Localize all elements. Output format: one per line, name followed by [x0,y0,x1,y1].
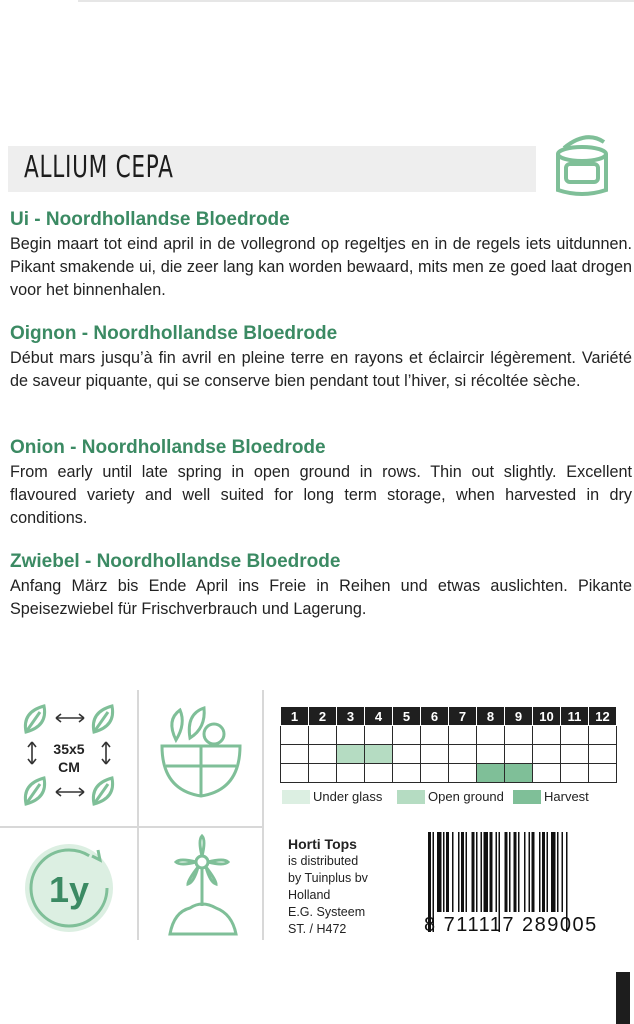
calendar-cell [533,745,561,764]
barcode-bar [446,832,449,912]
month-label: 1 [281,707,309,726]
calendar-cell [561,745,589,764]
legend-label-harvest: Harvest [544,789,589,804]
brand-name: Horti Tops [288,836,357,852]
barcode-bar [518,832,520,912]
barcode-bar [443,832,445,912]
can-icon [546,128,618,200]
distributor-line: by Tuinplus bv [288,871,368,885]
barcode-bar [452,832,454,912]
month-label: 12 [589,707,617,726]
calendar-cell [337,764,365,783]
barcode-bar [562,832,564,912]
calendar-cell [281,726,309,745]
month-label: 9 [505,707,533,726]
barcode-bar [476,832,478,912]
calendar-cell [309,726,337,745]
calendar-cell [505,726,533,745]
section-english [10,436,632,530]
section-french [10,322,632,393]
month-label: 10 [533,707,561,726]
legend-label-open-ground: Open ground [428,789,504,804]
calendar-cell [449,726,477,745]
calendar-row-open-ground [281,745,617,764]
legend-swatch-under-glass [282,790,310,804]
barcode-bar [481,832,483,912]
month-label: 7 [449,707,477,726]
barcode-bar [529,832,531,912]
section-text: Anfang März bis Ende April ins Freie in Reihen und etwas auslichten. Pikante Speisezwiebel für Frischverbrauch und Lagerung. [10,577,632,618]
month-label: 2 [309,707,337,726]
barcode-bar [466,832,468,912]
calendar-cell [505,745,533,764]
calendar-cell [561,726,589,745]
month-label: 3 [337,707,365,726]
section-text: Begin maart tot eind april in de vollegrond op regeltjes en in de regels iets uitdunnen. Pikant smakende ui, die zeer lang kan worden bewaard, mits men ze goed laat drogen voor het binnenhalen. [10,235,632,299]
section-title: Zwiebel - Noordhollandse Bloedrode [10,551,341,572]
month-label: 11 [561,707,589,726]
calendar-cell [477,726,505,745]
calendar-cell [337,726,365,745]
calendar-cell [533,726,561,745]
calendar-cell-harvest [477,764,505,783]
section-title: Ui - Noordhollandse Bloedrode [10,209,290,230]
calendar-cell-open-ground [365,745,393,764]
month-label: 6 [421,707,449,726]
calendar-row-under-glass [281,726,617,745]
calendar-cell [281,764,309,783]
calendar-cell [421,764,449,783]
calendar-cell [365,726,393,745]
barcode-bar [514,832,517,912]
calendar-cell [589,764,617,783]
barcode-bar [547,832,549,912]
species-title: ALLIUM CEPA [24,150,174,185]
lifecycle-icon [14,836,124,940]
calendar-cell [421,745,449,764]
calendar-cell [365,764,393,783]
calendar-cell [589,726,617,745]
barcode-bar [532,832,535,912]
month-label: 4 [365,707,393,726]
barcode-bar [524,832,526,912]
distributor-line: is distributed [288,854,359,868]
month-label: 8 [477,707,505,726]
barcode-bar [496,832,498,912]
calendar-cell [477,745,505,764]
section-title: Onion - Noordhollandse Bloedrode [10,437,326,458]
calendar-cell [589,745,617,764]
calendar-cell [309,745,337,764]
section-text: From early until late spring in open ground in rows. Thin out slightly. Excellent flavoured variety and well suited for long term storage, when harvested in dry conditions. [10,463,632,527]
barcode-bar [458,832,460,912]
barcode-bar [509,832,511,912]
barcode-bar [551,832,556,912]
distributor-line: E.G. Systeem [288,905,366,919]
calendar-cell [393,764,421,783]
distributor-line: Holland [288,888,331,902]
legend-swatch-harvest [513,790,541,804]
calendar-months [281,707,617,726]
calendar-cell [281,745,309,764]
barcode-bar [505,832,508,912]
calendar-cell-harvest [505,764,533,783]
top-divider [78,0,634,2]
sowing-calendar [280,706,617,783]
grid-divider [0,826,262,828]
barcode-digits: 8 711117 289005 [424,914,598,936]
grid-divider [262,690,264,940]
barcode-bar [437,832,442,912]
section-text: Début mars jusqu’à fin avril en pleine terre en rayons et éclaircir légèrement. Variété de saveur piquante, qui se conserve bien pendant tout l’hiver, si récoltée sèche. [10,349,632,390]
calendar-cell [421,726,449,745]
barcode-bar [557,832,559,912]
section-dutch [10,208,632,302]
legend-label-under-glass: Under glass [313,789,383,804]
calendar-cell [449,745,477,764]
barcode-bar [472,832,475,912]
calendar-row-harvest [281,764,617,783]
distributor-line: ST. / H472 [288,922,347,936]
spacing-unit: CM [58,759,80,775]
legend-swatch-open-ground [397,790,425,804]
calendar-cell [393,726,421,745]
bowl-icon [156,700,246,810]
month-label: 5 [393,707,421,726]
grid-divider [137,690,139,940]
edge-bar [616,972,630,1024]
lifecycle-value: 1y [48,869,90,910]
distributor-info [288,836,368,938]
calendar-cell [449,764,477,783]
section-german [10,550,632,621]
barcode-bar [461,832,464,912]
calendar-cell [309,764,337,783]
barcode-bar [542,832,545,912]
calendar-cell [561,764,589,783]
calendar-cell [533,764,561,783]
calendar-cell [393,745,421,764]
barcode-bar [539,832,541,912]
spacing-icon [14,700,124,810]
sowing-icon [160,834,244,940]
section-title: Oignon - Noordhollandse Bloedrode [10,323,338,344]
barcode-bar [484,832,489,912]
calendar-cell-open-ground [337,745,365,764]
barcode-bar [490,832,493,912]
spacing-value: 35x5 [53,741,85,757]
